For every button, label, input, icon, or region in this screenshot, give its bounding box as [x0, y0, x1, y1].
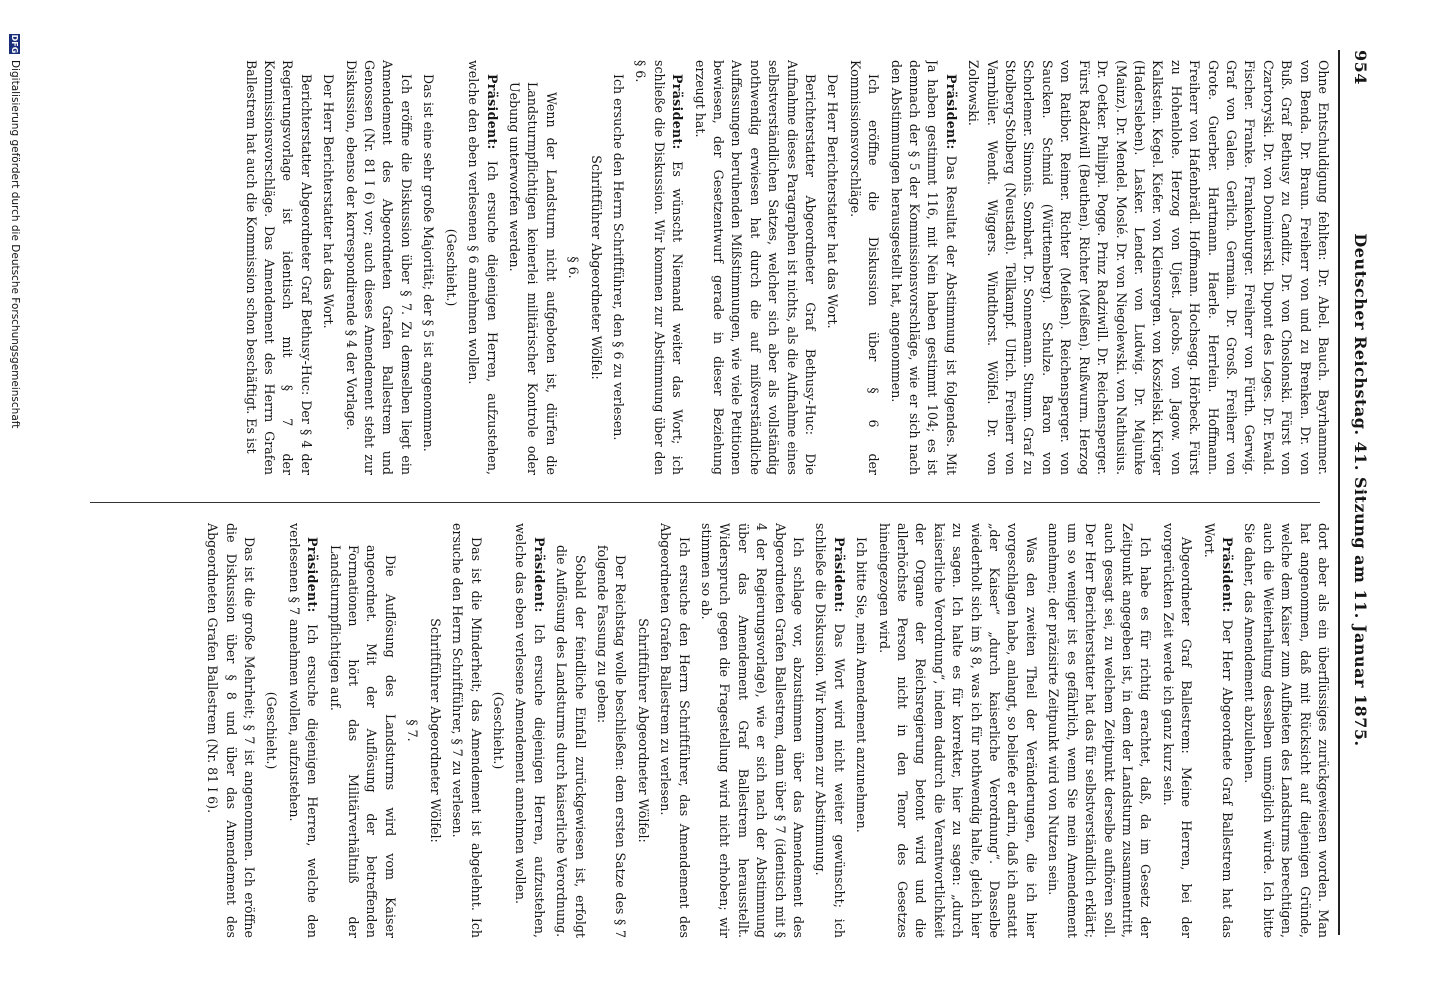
paragraph — [262, 523, 280, 938]
paragraph — [697, 523, 807, 938]
paragraph-text: Der Herr Abgeordnete Graf Ballestrem hat das Wort. — [1201, 523, 1235, 938]
paragraph — [203, 523, 258, 938]
paragraph — [319, 60, 337, 475]
paragraph-text: Ich eröffne die Diskussion über § 7. Zu demselben liegt ein Amendement des Abgeordneten Grafen Ballestrem und Genossen (Nr. 81 I 6) vor; auch dieses Amendement steht zur Diskussion, ebenso der korrespondirende § 4 der Vorlage. — [343, 60, 414, 475]
paragraph-text: (Geschieht.) — [490, 691, 506, 770]
paragraph — [852, 523, 870, 938]
right-column — [82, 523, 1332, 938]
paragraph — [505, 60, 560, 475]
paragraph — [586, 60, 604, 475]
paragraph — [964, 60, 1332, 475]
speech-paragraph — [284, 523, 321, 938]
left-column — [82, 60, 1332, 475]
paragraph — [552, 523, 589, 938]
paragraph — [1044, 523, 1154, 938]
speech-paragraph — [464, 60, 501, 475]
speech-paragraph — [241, 60, 315, 475]
dfg-logo-icon: DFG — [10, 34, 19, 54]
paragraph — [441, 60, 459, 475]
paragraph-text: Ich eröffne die Diskussion über § 6 der Kommissionsvorschläge. — [847, 60, 882, 475]
paragraph — [874, 523, 1040, 938]
paragraph-text: Das ist eine sehr große Majorität; der § 5 ist angenommen. — [421, 74, 437, 452]
paragraph — [419, 60, 437, 475]
page-header — [1344, 50, 1370, 930]
paragraph-text: Ich ersuche diejenigen Herren, aufzustehen, welche das eben verlesene Amendement annehmen wollen. — [513, 523, 547, 938]
paragraph-text: Das Resultat der Abstimmung ist folgendes. Mit Ja haben gestimmt 116, mit Nein haben gestimmt 104; es ist demnach der § 5 der Kommissionsvorschläge, wie er sich nach den Abstimmungen herausgestellt hat, angenommen. — [888, 60, 959, 475]
paragraph-text: (Geschieht.) — [443, 228, 459, 307]
paragraph-text: Das Wort wird nicht weiter gewünscht; ich schließe die Diskussion. Wir kommen zur Abstimmung. — [813, 523, 847, 938]
paragraph-text: Ich habe es für richtig erachtet, daß, da im Gesetz der Zeitpunkt angegeben ist, in dem der Landsturm zusammentritt, auch gesagt sei, zu welchem Zeitpunkt derselbe aufhören soll. Der Herr Berichterstatter hat das für selbstverständlich erklärt; um so weniger ist es gefährlich, wenn Sie mein Amendement annehmen; der präzisirte Zeitpunkt wird von Nutzen sein. — [1046, 523, 1154, 938]
paragraph-text: Das ist die Minderheit; das Amendement ist abgelehnt. Ich ersuche den Herrn Schriftführer, § 7 zu verlesen. — [450, 523, 484, 938]
speech-paragraph — [511, 523, 548, 938]
paragraph-text: Ich ersuche diejenigen Herren, aufzustehen, welche den eben verlesenen § 6 annehmen wollen. — [466, 60, 500, 475]
section-heading — [564, 60, 582, 475]
paragraph — [341, 60, 415, 475]
speaker-name: Präsident: — [1219, 537, 1235, 613]
paragraph-text: (Geschieht.) — [264, 691, 280, 770]
speaker-name: Präsident: — [670, 74, 686, 150]
paragraph — [609, 60, 627, 475]
paragraph-text: Ich bitte Sie, mein Amendement anzunehmen. — [854, 537, 870, 833]
paragraph-text: Ich ersuche diejenigen Herren, welche den verlesenen § 7 annehmen wollen, aufzustehen. — [286, 523, 321, 938]
paragraph-text: Der Herr Berichterstatter hat das Wort. — [321, 74, 337, 329]
paragraph-text: Sobald der feindliche Einfall zurückgewiesen ist, erfolgt die Auflösung des Landsturms durch kaiserliche Verordnung. — [554, 545, 588, 938]
paragraph-text: Es wünscht Niemand weiter das Wort; ich schließe die Diskussion. Wir kommen zur Abstimmung über den § 6. — [633, 60, 686, 475]
section-heading — [403, 523, 421, 938]
paragraph-text: Ich ersuche den Herrn Schriftführer, das Amendement des Abgeordneten Grafen Ballestrem zu verlesen. — [658, 523, 692, 938]
paragraph-text: Ohne Entschuldigung fehlten: Dr. Abel. Bauch. Bayrhammer. von Benda. Dr. Braun. Freiherr von und zu Brenken. Dr. von Buß. Graf Bethusy zu Canditz. Dr. von Choslonski. Fürst von Czartoryski. Dr. von Donimierski. Dupont des Loges. Dr. Ewald. Fischer. Franke. Frankenburger. Freiherr von Fürth. Gerwig. Graf von Galen. Gerlich. Germain. Dr. Grosß. Freiherr von Grote. Guerber. Hartmann. Haerle. Herrlein. Hoffmann. Freiherr von Hafenbrädl. Hoffmann. Hochsegg. Hörbeck. Fürst zu Hohenlohe. Herzog von Ujest. Jacobs. von Jagow. von Kalkstein. Kegel. Kiefer. von Kleinsorgen. von Koszielski. Krüger (Hadersleben). Lasker. Lender. von Ludwig. Dr. Majunke (Mainz). Dr. Mendel. Moslé. Dr. von Niegolewski. von Nathusius. Dr. Oetker. Philippi. Pogge. Prinz Radziwill. Dr. Reichensperger. Fürst Radziwill (Beuthen). Richter (Meißen). Rußwurm. Herzog von Ratibor. Reimer. Richter (Meißen). Reichensperger. von Saucken. Schmid (Württemberg). Schulze. Baron von Schorlemer. Simonis. Sombart. Dr. Sonnemann. Stumm. Graf zu Stolberg-Stolberg (Neustadt). Tellkampf. Ulrich. Freiherr von Varnbüler. Wendt. Wiggers. Windthorst. Wölfel. Dr. von Zoltowski. — [966, 60, 1331, 475]
speech-paragraph — [1199, 523, 1236, 938]
paragraph-text: dort aber als ein überflüssiges zurückgewiesen worden. Man hat angenommen, daß mit Rücksicht auf diejenigen Gründe, welche dem Kaiser zum Aufbieten des Landsturms berechtigen, auch die Weiterhaltung desselben unmöglich würde. Ich bitte Sie daher, das Amendement abzulehnen. — [1242, 523, 1331, 938]
page-number: 954 — [1351, 50, 1370, 85]
paragraph — [425, 523, 443, 938]
paragraph-text: § 6. — [566, 256, 582, 279]
paragraph-text: Der Herr Berichterstatter hat das Wort. — [825, 74, 841, 329]
paragraph-text: Ich ersuche den Herrn Schriftführer, den § 6 zu verlesen. — [610, 74, 626, 441]
speech-paragraph — [1158, 523, 1195, 938]
speech-paragraph — [811, 523, 848, 938]
speaker-name: Präsident: — [305, 537, 321, 613]
paragraph — [325, 523, 399, 938]
paragraph-text: Berichterstatter Abgeordneter Graf Bethusy-Huc: Die Aufnahme dieses Paragraphen ist nichts, als die Aufnahme eines selbstverständlichen Satzes, welcher sich aber als vollständig nothwendig erwiesen hat durch die auf mißverständliche Auffassungen beruhenden Mißstimmungen, wie viele Petitionen bewiesen, der Gesetzentwurf gerade in dieser Beziehung erzeugt hat. — [692, 60, 819, 475]
paragraph — [656, 523, 693, 938]
paragraph-text: Ich schlage vor, abzustimmen über das Amendement des Abgeordneten Grafen Ballestrem, dann über § 7 (identisch mit § 4 der Regierungsvorlage), wie er sich nach der Abstimmung über das Amendement Graf Ballestrem herausstellt. Widerspruch gegen die Fragestellung wird nicht erhoben; wir stimmen so ab. — [699, 523, 807, 938]
column-divider — [90, 502, 1320, 503]
paragraph-text: Abgeordneter Graf Ballestrem: Meine Herren, bei der vorgerückten Zeit werde ich ganz kurz sein. — [1160, 523, 1195, 938]
speech-paragraph — [631, 60, 686, 475]
paragraph — [593, 523, 630, 938]
header-rule — [1338, 50, 1340, 935]
paragraph — [823, 60, 841, 475]
paragraph-text: Das ist die große Mehrheit; § 7 ist angenommen. Ich eröffne die Diskussion über § 8 und über das Amendement des Abgeordneten Grafen Ballestrem (Nr. 81 I 6). — [205, 523, 258, 938]
digitization-credit: Digitalisierung gefördert durch die Deutsche Forschungsgemeinschaft — [9, 60, 21, 429]
paragraph — [489, 523, 507, 938]
speech-paragraph — [886, 60, 960, 475]
paragraph-text: Schriftführer Abgeordneter Wölfel: — [588, 155, 604, 380]
paragraph — [633, 523, 651, 938]
speaker-name: Präsident: — [531, 537, 547, 613]
paragraph-text: Berichterstatter Abgeordneter Graf Bethusy-Huc: Der § 4 der Regierungsvorlage ist identisch mit § 7 der Kommissionsvorschläge. Das Amendement des Herrn Grafen Ballestrem hat auch die Kommission schon beschäftigt. Es ist — [243, 60, 314, 475]
paragraph-text: Schriftführer Abgeordneter Wölfel: — [427, 618, 443, 843]
paragraph — [845, 60, 882, 475]
speaker-name: Präsident: — [943, 74, 959, 150]
paragraph-text: Die Auflösung des Landsturms wird vom Kaiser angeordnet. Mit der Auflösung der betreffenden Formationen hört das Militärverhältniß der Landsturmpflichtigen auf. — [327, 545, 398, 938]
speaker-name: Präsident: — [484, 74, 500, 150]
paragraph-text: Was den zweiten Theil der Veränderungen, die ich hier vorgeschlagen habe, anlangt, so beliefe er darin, daß ich anstatt „der Kaiser“ „durch kaiserliche Verordnung“. Dasselbe wiederholt sich im § 8, was ich für nothwendig halte, gleich hier zu sagen. Ich halte es für korrekter, hier zu sagen: „durch kaiserliche Verordnung“, indem dadurch die Verantwortlichkeit der Organe der Reichsregierung betont wird und die allerhöchste Person nicht in den Tenor des Gesetzes hineingezogen wird. — [876, 523, 1039, 938]
paragraph — [1240, 523, 1332, 938]
speech-paragraph — [690, 60, 819, 475]
page-title: Deutscher Reichstag. 41. Sitzung am 11. Januar 1875. — [1351, 233, 1370, 747]
paragraph-text: § 7. — [405, 719, 421, 742]
paragraph-text: Der Reichstag wolle beschließen: dem ersten Satze des § 7 folgende Fassung zu geben: — [594, 545, 629, 938]
paragraph — [448, 523, 485, 938]
speaker-name: Präsident: — [831, 537, 847, 613]
paragraph-text: Schriftführer Abgeordneter Wölfel: — [635, 618, 651, 843]
paragraph-text: Wenn der Landsturm nicht aufgeboten ist, dürfen die Landsturmpflichtigen keinerlei militärischer Kontrole oder Uebung unterworfen werden. — [506, 82, 559, 475]
